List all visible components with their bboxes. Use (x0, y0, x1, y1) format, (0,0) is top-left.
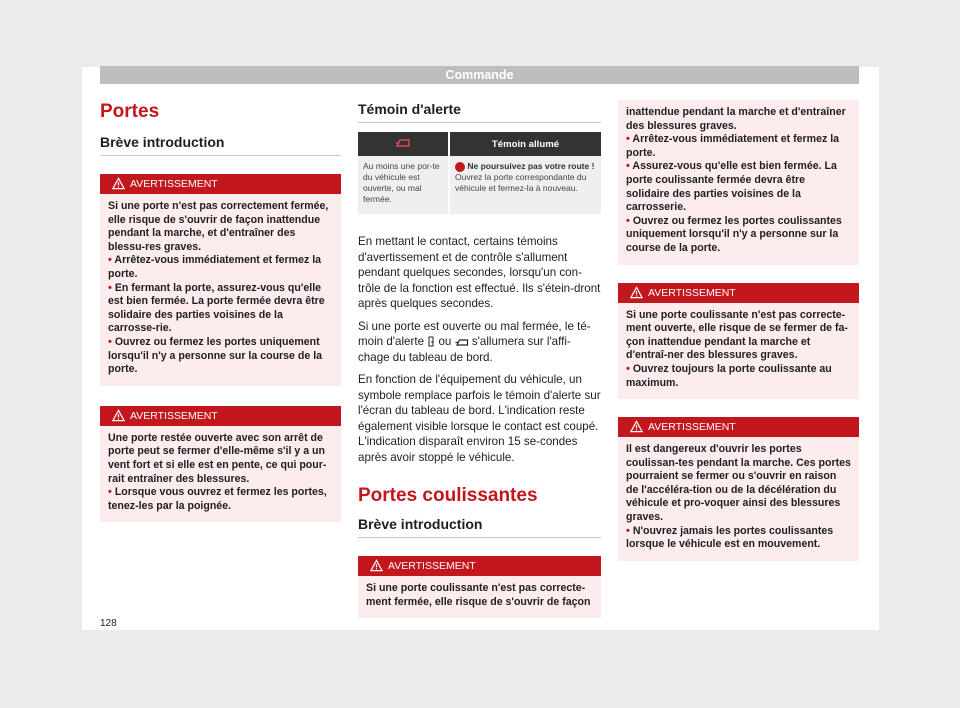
table-header: Témoin allumé (449, 132, 601, 156)
warning-label: AVERTISSEMENT (648, 286, 736, 299)
warning-item: • Ouvrez toujours la porte coulissante au maximum. (626, 362, 832, 389)
page-header: Commande (100, 66, 859, 84)
paragraph: Si une porte est ouverte ou mal fermée, le té-moin d'alerte ou s'allumera sur l'affi-chage du tableau de bord. (358, 319, 591, 364)
warning-triangle-icon (630, 286, 643, 299)
door-icon (427, 336, 435, 347)
warning-item: • Ouvrez ou fermez les portes coulissantes uniquement lorsqu'il n'y a personne sur la course de la porte. (626, 214, 842, 254)
warning-item: • N'ouvrez jamais les portes coulissantes lorsque le véhicule est en mouvement. (626, 524, 834, 551)
warning-triangle-icon (630, 420, 643, 433)
warning-box (100, 406, 341, 523)
warning-item: • Ouvrez ou fermez les portes uniquement lorsqu'il n'y a personne sur la course de la porte. (108, 335, 323, 376)
warning-label: AVERTISSEMENT (130, 178, 218, 190)
section-subtitle: Brève introduction (358, 515, 601, 538)
section-title: Portes (100, 101, 160, 122)
warning-triangle-icon (112, 177, 125, 190)
table-cell: Ne poursuivez pas votre route ! Ouvrez la porte correspondante du véhicule et fermez-la à nouveau. (449, 156, 601, 214)
warning-label: AVERTISSEMENT (388, 560, 476, 572)
warning-box (358, 556, 601, 618)
warning-item: • Arrêtez-vous immédiatement et fermez la porte. (108, 254, 322, 280)
column-3 (618, 100, 859, 561)
warning-box (100, 174, 341, 386)
warning-item: • Assurez-vous qu'elle est bien fermée. La porte coulissante fermée devra être solidaire des parties voisines de la carrosserie. (626, 160, 837, 214)
warning-label: AVERTISSEMENT (648, 421, 736, 434)
section-subtitle: Brève introduction (100, 133, 341, 156)
warning-text: Si une porte n'est pas correctement fermée, elle risque de s'ouvrir de façon inattendue pendant la marche, et d'entraîner des blessu-res graves. (108, 200, 329, 253)
warning-text: inattendue pendant la marche et d'entraîner des blessures graves. (626, 106, 846, 132)
column-1 (100, 100, 341, 522)
column-2 (358, 100, 601, 618)
door-warning-icon (395, 138, 411, 148)
table-header-icon (358, 132, 449, 156)
warning-box (618, 283, 859, 400)
table-cell: Au moins une por-te du véhicule est ouverte, ou mal fermée. (358, 156, 449, 214)
warning-label: AVERTISSEMENT (130, 409, 218, 422)
warning-box-continued (618, 100, 859, 265)
section-title: Portes coulissantes (358, 485, 538, 506)
warning-light-table (358, 132, 601, 214)
warning-triangle-icon (112, 409, 125, 422)
warning-triangle-icon (370, 559, 383, 572)
page-number: 128 (100, 618, 117, 629)
warning-text: Il est dangereux d'ouvrir les portes coulissan-tes pendant la marche. Ces portes pourraient se fermer ou s'ouvrir en raison de l'accéléra-tion ou de la décélération du véhicule et pro-voquer ainsi des blessures graves. (626, 443, 851, 524)
warning-box (618, 417, 859, 561)
paragraph: En mettant le contact, certains témoins d'avertissement et de contrôle s'allument pendant quelques secondes, lorsqu'un con-trôle de la fonction est effectué. Ils s'étein-dront après quelques secondes. (358, 235, 601, 310)
warning-text: Une porte restée ouverte avec son arrêt de porte peut se fermer d'elle-même s'il y a un vent fort et si elle est en pente, ce qui pour-rait entraîner des blessures. (108, 431, 327, 485)
section-subtitle: Témoin d'alerte (358, 100, 601, 123)
warning-text: Si une porte coulissante n'est pas correcte-ment fermée, elle risque de s'ouvrir de façon (366, 582, 591, 608)
warning-text: Si une porte coulissante n'est pas correcte-ment ouverte, elle risque de se fermer de fa-çon inattendue pendant la marche et d'entraî-ner des blessures graves. (626, 308, 848, 362)
warning-item: • Arrêtez-vous immédiatement et fermez la porte. (626, 133, 840, 159)
warning-item: • En fermant la porte, assurez-vous qu'elle est bien fermée. La porte fermée devra être solidaire des parties voisines de la carrosse-rie. (108, 281, 325, 335)
warning-item: • Lorsque vous ouvrez et fermez les portes, tenez-les par la poignée. (108, 486, 327, 512)
door-warning-icon (455, 338, 469, 347)
door-warning-icon (455, 162, 465, 172)
paragraph: En fonction de l'équipement du véhicule, un symbole remplace parfois le témoin d'alerte sur l'écran du tableau de bord. L'indication reste également visible lorsque le contact est coupé. L'indication disparaît environ 15 se-condes après avoir stoppé le véhicule. (358, 373, 601, 464)
